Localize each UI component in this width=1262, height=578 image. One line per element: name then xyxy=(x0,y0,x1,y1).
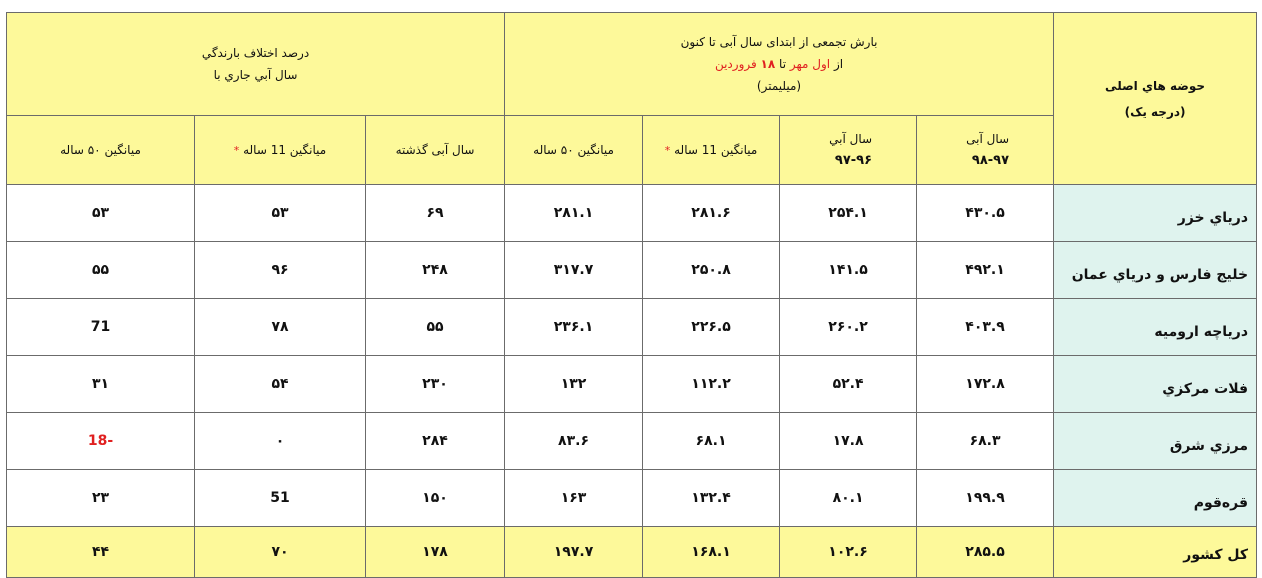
cell-prev: ۲۶۰.۲ xyxy=(780,299,917,356)
basin-name: درياچه اروميه xyxy=(1054,299,1257,356)
cell-diff-prev: ۱۵۰ xyxy=(366,470,505,527)
cell-avg11: ۲۵۰.۸ xyxy=(643,242,780,299)
cell-diff-avg50: ۲۳ xyxy=(7,470,195,527)
total-row xyxy=(7,527,1257,578)
col-current-header: سال آبی ۹۸-۹۷ xyxy=(917,116,1054,185)
cell-diff-prev: ۲۸۴ xyxy=(366,413,505,470)
cell-avg11: ۲۸۱.۶ xyxy=(643,185,780,242)
cell-avg11: ۱۳۲.۴ xyxy=(643,470,780,527)
cell-diff-avg11: ۷۸ xyxy=(195,299,366,356)
diff-line1: درصد اختلاف بارندگي xyxy=(201,46,310,60)
total-diff-prev: ۱۷۸ xyxy=(366,527,505,578)
diff-header xyxy=(7,13,505,116)
total-current: ۲۸۵.۵ xyxy=(917,527,1054,578)
basin-title: حوضه هاي اصلی xyxy=(1105,78,1206,93)
total-avg50: ۱۹۷.۷ xyxy=(505,527,643,578)
table-row xyxy=(7,299,1257,356)
rainfall-table xyxy=(6,12,1257,578)
cell-prev: ۲۵۴.۱ xyxy=(780,185,917,242)
precip-line3: (میلیمتر) xyxy=(756,79,802,93)
total-prev: ۱۰۲.۶ xyxy=(780,527,917,578)
col-diff-avg11-header: میانگین 11 ساله * xyxy=(195,116,366,185)
cell-prev: ۸۰.۱ xyxy=(780,470,917,527)
col-avg11-header: میانگین 11 ساله * xyxy=(643,116,780,185)
basin-header xyxy=(1054,13,1257,185)
cell-current: ۶۸.۳ xyxy=(917,413,1054,470)
cell-avg50: ۲۸۱.۱ xyxy=(505,185,643,242)
cell-avg50: ۳۱۷.۷ xyxy=(505,242,643,299)
cell-diff-avg50: 71 xyxy=(7,299,195,356)
basin-name: مرزي شرق xyxy=(1054,413,1257,470)
diff-line2: سال آبي جاري با xyxy=(213,68,298,82)
cell-current: ۴۹۲.۱ xyxy=(917,242,1054,299)
basin-name: خليج فارس و درياي عمان xyxy=(1054,242,1257,299)
cell-avg50: ۸۳.۶ xyxy=(505,413,643,470)
cell-avg11: ۱۱۲.۲ xyxy=(643,356,780,413)
cell-current: ۴۰۳.۹ xyxy=(917,299,1054,356)
header-row-1 xyxy=(7,13,1257,116)
basin-name: قره‌قوم xyxy=(1054,470,1257,527)
cell-avg50: ۱۶۳ xyxy=(505,470,643,527)
cell-avg50: ۲۳۶.۱ xyxy=(505,299,643,356)
cell-diff-avg11: ۰ xyxy=(195,413,366,470)
cell-diff-prev: ۶۹ xyxy=(366,185,505,242)
col-prev-header: سال آبي ۹۷-۹۶ xyxy=(780,116,917,185)
cell-prev: ۵۲.۴ xyxy=(780,356,917,413)
precip-header xyxy=(505,13,1054,116)
cell-diff-avg11: 51 xyxy=(195,470,366,527)
cell-diff-prev: ۵۵ xyxy=(366,299,505,356)
total-name: کل کشور xyxy=(1054,527,1257,578)
basin-subtitle: (درجه یک) xyxy=(1124,104,1186,119)
col-avg50-header: میانگین ۵۰ ساله xyxy=(505,116,643,185)
col-diff-prev-header: سال آبی گذشته xyxy=(366,116,505,185)
rainfall-table-wrapper xyxy=(6,12,1256,578)
cell-prev: ۱۴۱.۵ xyxy=(780,242,917,299)
precip-line1: بارش تجمعی از ابتدای سال آبی تا کنون xyxy=(680,35,878,49)
cell-diff-avg11: ۹۶ xyxy=(195,242,366,299)
col-diff-avg50-header: ميانگين ۵۰ ساله xyxy=(7,116,195,185)
cell-diff-avg50: ۵۵ xyxy=(7,242,195,299)
precip-line2: از اول مهر تا ۱۸ فروردین xyxy=(714,57,844,71)
cell-diff-avg11: ۵۳ xyxy=(195,185,366,242)
cell-diff-prev: ۲۴۸ xyxy=(366,242,505,299)
table-row xyxy=(7,470,1257,527)
cell-diff-prev: ۲۳۰ xyxy=(366,356,505,413)
cell-diff-avg50: ۵۳ xyxy=(7,185,195,242)
cell-diff-avg50: ۳۱ xyxy=(7,356,195,413)
cell-current: ۱۷۲.۸ xyxy=(917,356,1054,413)
cell-current: ۱۹۹.۹ xyxy=(917,470,1054,527)
cell-current: ۴۳۰.۵ xyxy=(917,185,1054,242)
total-diff-avg11: ۷۰ xyxy=(195,527,366,578)
cell-diff-avg50: -18 xyxy=(7,413,195,470)
cell-prev: ۱۷.۸ xyxy=(780,413,917,470)
cell-avg11: ۶۸.۱ xyxy=(643,413,780,470)
table-row xyxy=(7,242,1257,299)
basin-name: فلات مركزي xyxy=(1054,356,1257,413)
cell-avg50: ۱۳۲ xyxy=(505,356,643,413)
table-row xyxy=(7,413,1257,470)
total-diff-avg50: ۴۴ xyxy=(7,527,195,578)
cell-avg11: ۲۲۶.۵ xyxy=(643,299,780,356)
table-row xyxy=(7,356,1257,413)
cell-diff-avg11: ۵۴ xyxy=(195,356,366,413)
table-row xyxy=(7,185,1257,242)
total-avg11: ۱۶۸.۱ xyxy=(643,527,780,578)
basin-name: درياي خزر xyxy=(1054,185,1257,242)
